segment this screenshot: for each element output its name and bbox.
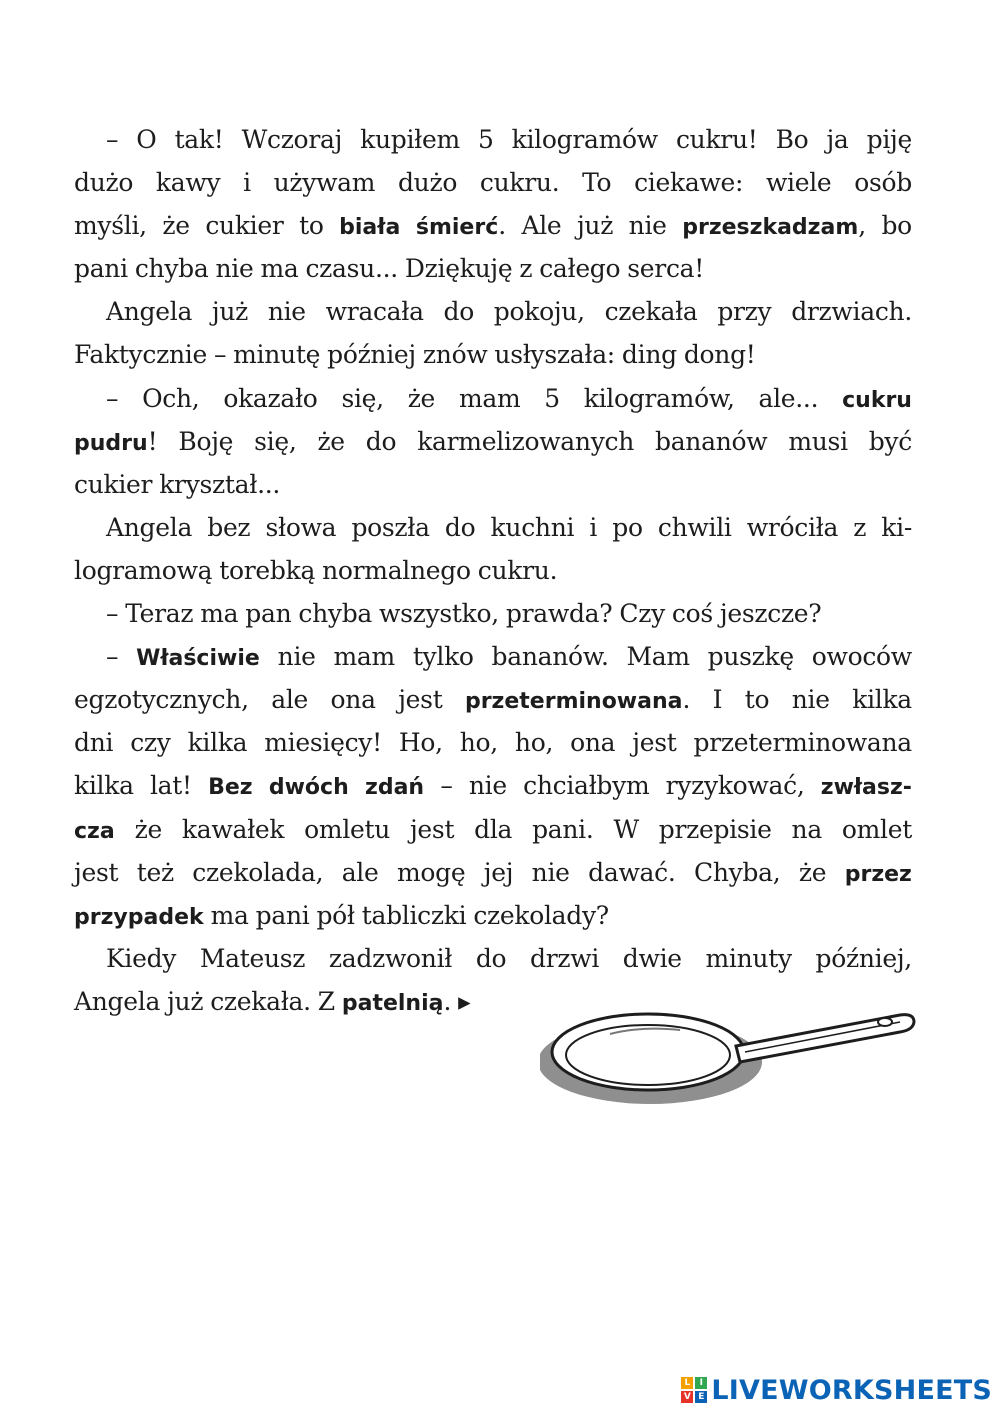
word: jej (483, 857, 514, 887)
paragraph (74, 506, 912, 592)
word: już (211, 297, 248, 327)
word: nie (628, 211, 667, 241)
word: dwóch (268, 775, 349, 801)
word: patelnią. (341, 986, 452, 1016)
word: Kiedy (106, 943, 177, 973)
word: znów (422, 340, 488, 370)
word: kilka (187, 728, 248, 758)
word: pani (74, 254, 128, 284)
word: przypadek (74, 904, 204, 930)
paragraph (74, 592, 912, 635)
text-line (74, 506, 912, 549)
word: chciałbym (523, 771, 650, 801)
word: chyba (134, 254, 209, 284)
word: kuchni (490, 512, 575, 542)
word: wróciła (746, 512, 839, 542)
word: mam (333, 642, 395, 672)
word: ciekawe: (634, 168, 744, 198)
word: wracała (325, 297, 424, 327)
word: kilka (852, 685, 912, 715)
word: cukier (205, 211, 284, 241)
word: Chyba, (693, 857, 781, 887)
story-text (74, 118, 912, 1023)
liveworksheets-logo (681, 1374, 992, 1406)
word: się, (341, 383, 384, 413)
word: egzotycznych, (74, 685, 249, 715)
word: bez (207, 512, 251, 542)
text-line (74, 808, 912, 851)
word: pudru! (74, 426, 158, 456)
word: bananów. (491, 642, 609, 672)
word: poszła (351, 512, 430, 542)
word: omlet (841, 814, 912, 844)
word: do (365, 426, 397, 456)
word: lat! (149, 771, 192, 801)
paragraph (74, 377, 912, 506)
word: ma (210, 900, 249, 930)
word: przepisie (658, 814, 772, 844)
word: ona (330, 685, 376, 715)
word: cukru. (479, 168, 560, 198)
word: Czy (619, 599, 665, 629)
word: później (327, 340, 416, 370)
word: to (299, 211, 324, 241)
word: się, (254, 426, 297, 456)
word: – (106, 599, 119, 629)
word: dawać. (588, 857, 676, 887)
word: kawałek (181, 814, 285, 844)
word: cukier (74, 469, 153, 499)
word: Ale (521, 211, 562, 241)
text-line (74, 463, 912, 506)
word: dong! (683, 340, 756, 370)
word: O (136, 125, 157, 154)
text-line (74, 764, 912, 807)
text-line (74, 721, 912, 764)
text-line (74, 635, 912, 678)
word: musi (788, 426, 848, 456)
text-line (74, 290, 912, 333)
word: jest (398, 685, 443, 715)
word: z (519, 254, 533, 284)
word: czekolady? (473, 900, 609, 930)
word: piję (866, 125, 912, 154)
word: omletu (304, 814, 391, 844)
text-line (74, 377, 912, 420)
word: mam (458, 383, 521, 413)
word: używam (273, 168, 376, 198)
word: kilogramów (511, 125, 658, 154)
word: miesięcy! (264, 728, 382, 758)
text-line (74, 420, 912, 463)
word: myśli, (74, 211, 147, 241)
word: pani. (532, 814, 594, 844)
word: nie (277, 642, 316, 672)
word: kryształ... (159, 469, 281, 499)
word: ho, (459, 728, 498, 758)
word: coś (671, 599, 713, 629)
logo-tile: L (681, 1377, 693, 1389)
word: dni (74, 728, 114, 758)
word: ho, (514, 728, 554, 758)
word: wszystko, (379, 599, 499, 629)
word: Ho, (398, 728, 443, 758)
word: po (612, 512, 643, 542)
word: już (576, 211, 614, 241)
word: dużo (397, 168, 458, 198)
word: Boję (178, 426, 234, 456)
text-line (74, 118, 912, 161)
word: bananów (655, 426, 768, 456)
word: już (167, 986, 204, 1016)
word: też (136, 857, 174, 887)
word: cza (74, 818, 115, 844)
word: jest (409, 814, 455, 844)
word: czekolada, (192, 857, 324, 887)
word: ona (570, 728, 616, 758)
word: karmelizowanych (417, 426, 635, 456)
word: pani (255, 900, 310, 930)
word: że (317, 426, 345, 456)
word: przy (717, 297, 772, 327)
word: drzwi (530, 943, 600, 973)
paragraph (74, 118, 912, 290)
word: owoców (811, 642, 912, 672)
word: przeszkadzam, (682, 211, 866, 241)
word: – (213, 340, 227, 370)
word: zdań (365, 775, 425, 801)
word: Faktycznie (74, 340, 207, 370)
word: ryzykować, (665, 771, 805, 801)
word: ding (621, 340, 677, 370)
word: nie (267, 297, 306, 327)
word: ale... (758, 383, 819, 413)
word: Wczoraj (241, 125, 343, 154)
word: Z (317, 986, 335, 1016)
word: ja (826, 125, 849, 154)
word: puszkę (707, 642, 794, 672)
word: pan (245, 599, 292, 629)
word: Dziękuję (404, 254, 513, 284)
word: czekała. (210, 986, 311, 1016)
word: dla (474, 814, 513, 844)
word: że (407, 383, 436, 413)
word: nie (531, 857, 570, 887)
word: drzwiach. (791, 297, 912, 327)
word: kupiłem (360, 125, 460, 154)
word: torebką (219, 555, 316, 585)
word: ma (200, 599, 239, 629)
word: jest (74, 857, 119, 887)
word: 5 (477, 125, 494, 154)
word: cukru (842, 387, 912, 413)
word: do (443, 297, 474, 327)
word: i (589, 512, 598, 542)
word: cukru. (477, 555, 558, 585)
word: kawy (155, 168, 221, 198)
text-line (74, 678, 912, 721)
word: jest (632, 728, 677, 758)
word: kilogramów, (583, 383, 735, 413)
word: do (444, 512, 476, 542)
word: później, (815, 943, 912, 973)
word: ki- (881, 512, 912, 542)
word: minuty (705, 943, 792, 973)
paragraph (74, 290, 912, 376)
word: To (582, 168, 612, 198)
word: biała (339, 215, 401, 241)
word: usłyszała: (494, 340, 615, 370)
word: serca! (627, 254, 704, 284)
word: chwili (657, 512, 732, 542)
word: okazało (223, 383, 318, 413)
word: z (853, 512, 867, 542)
word: minutę (233, 340, 321, 370)
text-line (74, 333, 912, 376)
word: Właściwie (136, 646, 260, 672)
word: bo (881, 211, 912, 241)
word: zadzwonił (328, 943, 453, 973)
logo-tile: E (695, 1391, 707, 1403)
word: ale (271, 685, 309, 715)
word: cukru! (675, 125, 758, 154)
logo-tile: V (681, 1391, 693, 1403)
word: I (712, 685, 723, 715)
word: zwłasz- (820, 775, 912, 801)
logo-tiles (681, 1377, 707, 1403)
word: całego (539, 254, 621, 284)
word: dwie (622, 943, 682, 973)
word: czekała (604, 297, 698, 327)
text-line (74, 549, 912, 592)
text-line (74, 204, 912, 247)
logo-tile: I (695, 1377, 707, 1389)
word: Angela (74, 986, 161, 1016)
word: – (106, 383, 119, 413)
word: prawda? (505, 599, 613, 629)
word: – (106, 125, 119, 154)
word: logramową (74, 555, 213, 585)
word: – (440, 771, 453, 801)
word: nie (215, 254, 254, 284)
word: mogę (396, 857, 466, 887)
word: kilka (74, 771, 134, 801)
word: tak! (174, 125, 224, 154)
text-line (74, 161, 912, 204)
word: ale (341, 857, 379, 887)
word: tylko (412, 642, 474, 672)
word: Bo (775, 125, 809, 154)
word: Teraz (125, 599, 194, 629)
word: Angela (106, 512, 193, 542)
word: przez (844, 861, 912, 887)
word: Och, (142, 383, 200, 413)
word: na (791, 814, 822, 844)
word: Angela (106, 297, 193, 327)
word: normalnego (322, 555, 471, 585)
text-line (74, 851, 912, 894)
word: to (744, 685, 770, 715)
word: że (798, 857, 827, 887)
text-line (74, 592, 912, 635)
word: Mateusz (199, 943, 306, 973)
word: pokoju, (493, 297, 585, 327)
word: przeterminowana. (464, 685, 691, 715)
word: czasu... (305, 254, 398, 284)
word: jeszcze? (719, 599, 822, 629)
text-line (74, 937, 912, 980)
word: ▸ (458, 986, 471, 1016)
word: czy (130, 728, 171, 758)
text-line (74, 247, 912, 290)
word: Mam (626, 642, 690, 672)
word: Bez (208, 775, 253, 801)
word: że (162, 211, 190, 241)
word: osób (854, 168, 912, 198)
word: śmierć. (415, 211, 506, 241)
word: wiele (765, 168, 832, 198)
word: nie (468, 771, 507, 801)
word: i (243, 168, 251, 198)
frying-pan-illustration (540, 1000, 920, 1105)
paragraph (74, 635, 912, 937)
logo-text: LIVEWORKSHEETS (711, 1374, 992, 1406)
word: że (134, 814, 162, 844)
word: tabliczki (361, 900, 467, 930)
word: pół (316, 900, 355, 930)
word: chyba (298, 599, 373, 629)
word: do (475, 943, 507, 973)
word: słowa (265, 512, 337, 542)
word: nie (791, 685, 830, 715)
word: 5 (544, 383, 560, 413)
word: ma (260, 254, 299, 284)
word: przeterminowana (693, 728, 912, 758)
word: W (613, 814, 639, 844)
text-line (74, 894, 912, 937)
word: – (106, 642, 119, 672)
word: dużo (74, 168, 134, 198)
word: być (868, 426, 912, 456)
